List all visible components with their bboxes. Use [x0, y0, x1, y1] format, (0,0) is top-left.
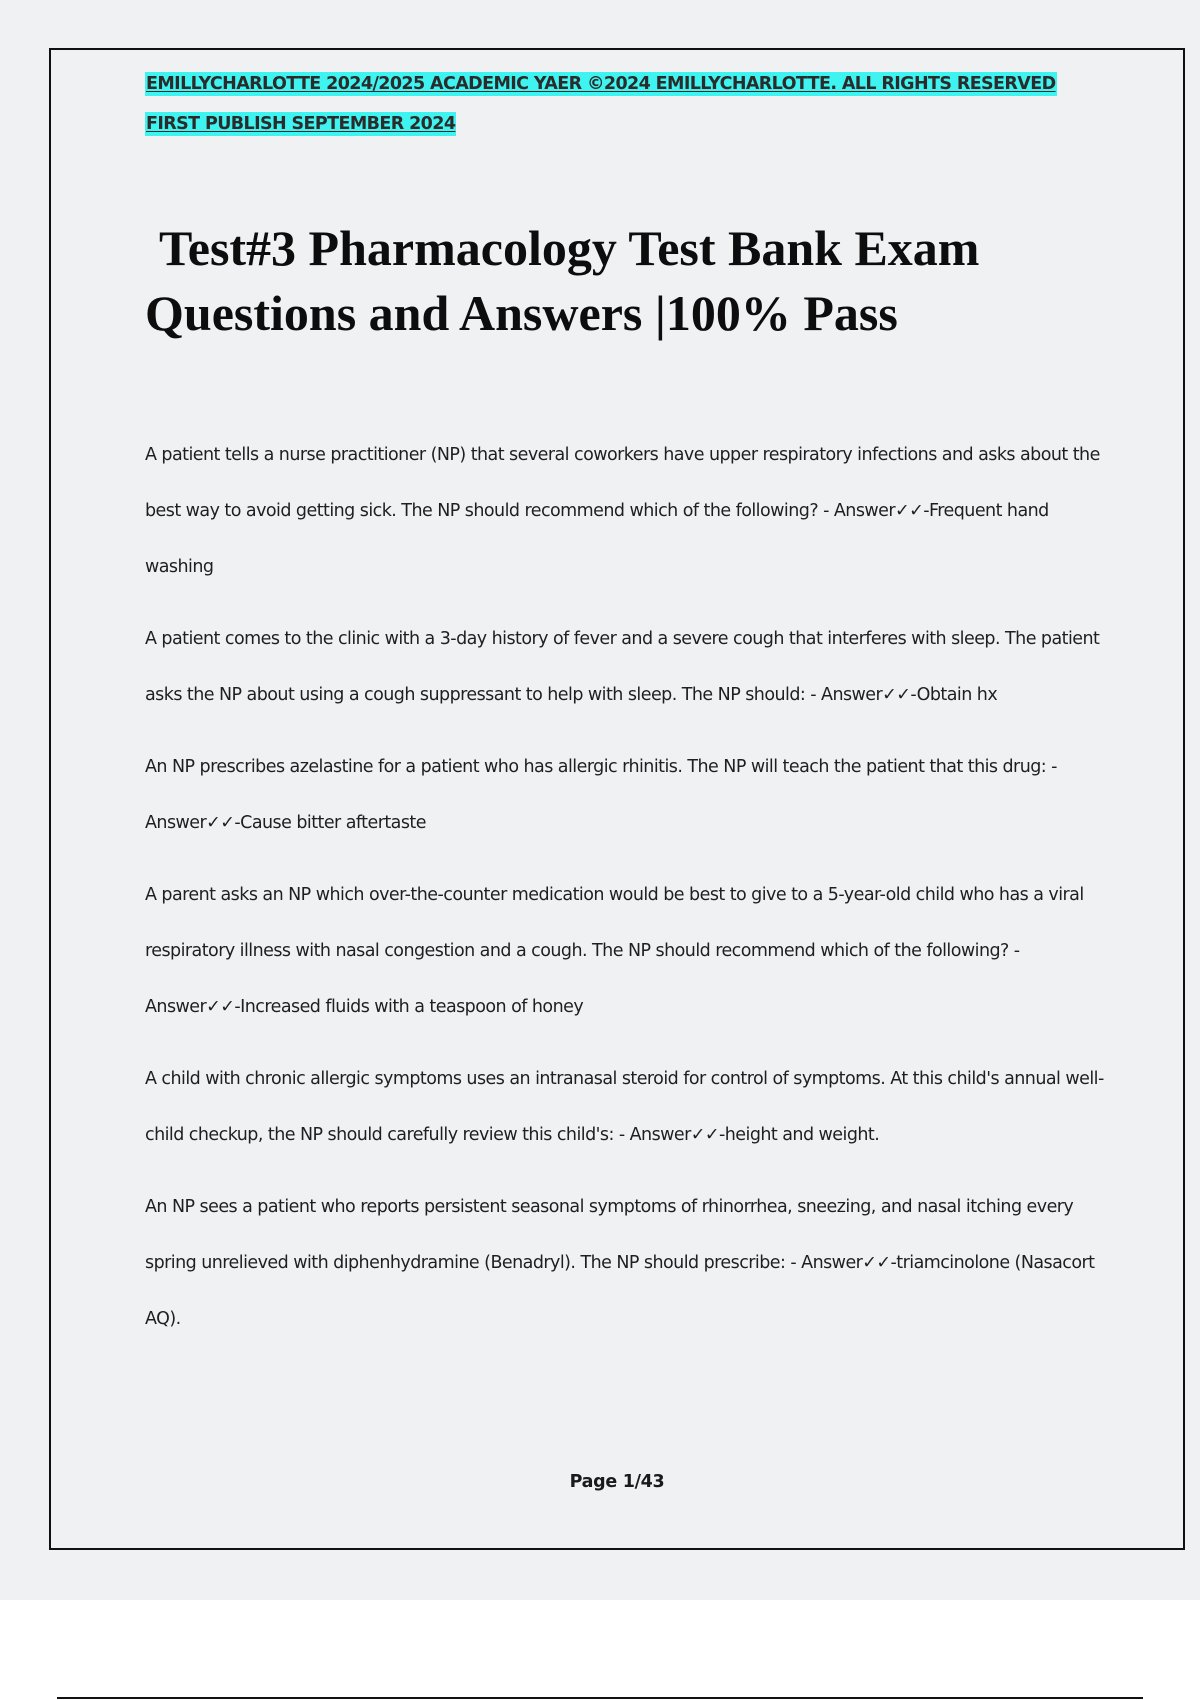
- question-item: An NP sees a patient who reports persistent seasonal symptoms of rhinorrhea, sneezing, and nasal itching every spring unrelieved with diphenhydramine (Benadryl). The NP should prescribe: - Answer✓✓-triamcinolone (Nasacort AQ).: [145, 1197, 1095, 1329]
- next-page-top-border: [57, 1697, 1143, 1699]
- title-line-2: Questions and Answers |100% Pass: [145, 285, 898, 341]
- page-number: Page 1/43: [569, 1472, 665, 1492]
- question-item: A patient comes to the clinic with a 3-day history of fever and a severe cough that interferes with sleep. The patient asks the NP about using a cough suppressant to help with sleep. The NP should: - Answer✓✓-Obtain hx: [145, 629, 1100, 705]
- question-item: An NP prescribes azelastine for a patient who has allergic rhinitis. The NP will teach the patient that this drug: - Answer✓✓-Cause bitter aftertaste: [145, 757, 1057, 833]
- publish-date-line: FIRST PUBLISH SEPTEMBER 2024: [146, 114, 456, 134]
- question-list: [145, 427, 1105, 1363]
- document-title: [145, 216, 1125, 346]
- question-item: A parent asks an NP which over-the-counter medication would be best to give to a 5-year-old child who has a viral respiratory illness with nasal congestion and a cough. The NP should recommend which of the following? - Answer✓✓-Increased fluids with a teaspoon of honey: [145, 885, 1084, 1017]
- question-item: A patient tells a nurse practitioner (NP) that several coworkers have upper respiratory infections and asks about the best way to avoid getting sick. The NP should recommend which of the following? - Answer✓✓-Frequent hand washing: [145, 445, 1100, 577]
- copyright-header: [145, 72, 1057, 136]
- title-line-1: Test#3 Pharmacology Test Bank Exam: [159, 220, 980, 276]
- question-item: A child with chronic allergic symptoms uses an intranasal steroid for control of symptoms. At this child's annual well-child checkup, the NP should carefully review this child's: - Answer✓✓-height and weight.: [145, 1069, 1104, 1145]
- copyright-line: EMILLYCHARLOTTE 2024/2025 ACADEMIC YAER ©2024 EMILLYCHARLOTTE. ALL RIGHTS RESERVED: [146, 74, 1056, 94]
